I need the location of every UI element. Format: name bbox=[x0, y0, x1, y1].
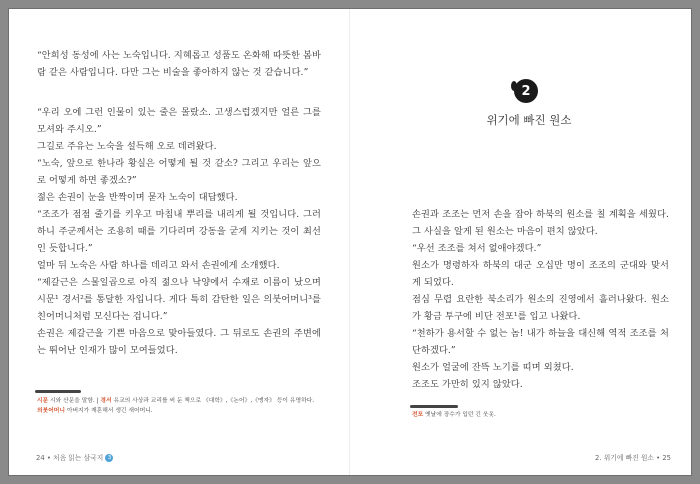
book-title: 처음 읽는 삼국지 bbox=[53, 454, 104, 462]
footnote-divider bbox=[35, 390, 81, 393]
page-number: 25 bbox=[662, 454, 671, 462]
book-spread bbox=[9, 9, 691, 475]
paragraph: 젊은 손권이 눈을 반짝이며 묻자 노숙이 대답했다. bbox=[37, 192, 238, 203]
footnote-term: 의붓어머니 bbox=[37, 407, 65, 414]
paragraph: 손권은 제갈근을 기쁜 마음으로 맞아들였다. 그 뒤로도 손권의 주변에는 뛰어난 인재가 많이 모여들었다. bbox=[37, 328, 321, 356]
volume-badge: 3 bbox=[105, 454, 113, 462]
footnote bbox=[37, 397, 327, 416]
paragraph: “제갈근은 스물일곱으로 아직 젊으나 낙양에서 수재로 이름이 났으며 시문¹ 경서²를 통달한 자입니다. 게다 특히 감탄한 일은 의붓어머니³를 친어머니처럼 모신다는 겁니다.” bbox=[37, 277, 321, 322]
page-number: 24 bbox=[36, 454, 45, 462]
footnote-text: 옛날에 장수가 입던 긴 웃옷. bbox=[423, 412, 496, 418]
paragraph: “우선 조조를 쳐서 없애야겠다.” bbox=[412, 243, 542, 254]
left-page bbox=[9, 9, 350, 475]
paragraph: “천하가 용서할 수 없는 놈! 내가 하늘을 대신해 역적 조조를 처단하겠다.” bbox=[412, 328, 669, 356]
footnote-text: 시와 산문을 말함. | bbox=[48, 398, 101, 404]
paragraph: 손권과 조조는 먼저 손을 잡아 하북의 원소를 칠 계획을 세웠다. 그 사실을 알게 된 원소는 마음이 편치 않았다. bbox=[412, 209, 669, 237]
paragraph: 점심 무렵 요란한 북소리가 원소의 진영에서 흘러나왔다. 원소가 황금 투구에 비단 전포¹를 입고 나왔다. bbox=[412, 294, 669, 322]
footnote bbox=[412, 411, 662, 421]
chapter-running-head: 2. 위기에 빠진 원소 bbox=[595, 454, 654, 462]
paragraph: 그길로 주유는 노숙을 설득해 오로 데려왔다. bbox=[37, 141, 217, 152]
paragraph: 얼마 뒤 노숙은 사람 하나를 데리고 와서 손권에게 소개했다. bbox=[37, 260, 280, 271]
footnote-term: 경서 bbox=[100, 398, 112, 404]
chapter-title: 위기에 빠진 원소 bbox=[486, 113, 572, 127]
paragraph: “우리 오에 그런 인물이 있는 줄은 몰랐소. 고생스럽겠지만 얼른 그를 모셔와 주시오.” bbox=[37, 107, 321, 135]
paragraph: 원소가 명령하자 하북의 대군 오십만 명이 조조의 군대와 맞서게 되었다. bbox=[412, 260, 669, 288]
paragraph: “노숙, 앞으로 한나라 황실은 어떻게 될 것 같소? 그리고 우리는 앞으로 어떻게 하면 좋겠소?” bbox=[37, 158, 321, 186]
footnote-text: 아버지가 재혼해서 생긴 새어머니. bbox=[65, 407, 153, 414]
page-footer bbox=[36, 452, 113, 462]
footer-separator: • bbox=[656, 454, 661, 462]
footnote-divider bbox=[410, 405, 458, 408]
page-footer bbox=[595, 452, 671, 462]
paragraph: “조조가 점점 줄기를 키우고 마침내 뿌리를 내리게 될 것입니다. 그러하니 주군께서는 조용히 때를 기다리며 강동을 굳게 지키는 것이 최선인 듯합니다.” bbox=[37, 209, 321, 254]
footnote-text: 유교의 사상과 교리를 써 둔 책으로 《대학》,《논어》,《맹자》 등이 유명하다. bbox=[111, 398, 315, 404]
footnote-term: 시문 bbox=[37, 398, 49, 404]
paragraph: 조조도 가만히 있지 않았다. bbox=[412, 379, 523, 390]
paragraph: “안희성 동성에 사는 노숙입니다. 지혜롭고 성품도 온화해 따뜻한 봄바람 같은 사람입니다. 다만 그는 비술을 좋아하지 않는 것 같습니다.” bbox=[37, 50, 321, 78]
chapter-number-badge: 2 bbox=[514, 79, 538, 103]
footer-separator: • bbox=[46, 454, 51, 462]
footnote-term: 전포 bbox=[412, 412, 424, 418]
paragraph: 원소가 얼굴에 잔뜩 노기를 띠며 외쳤다. bbox=[412, 362, 574, 373]
